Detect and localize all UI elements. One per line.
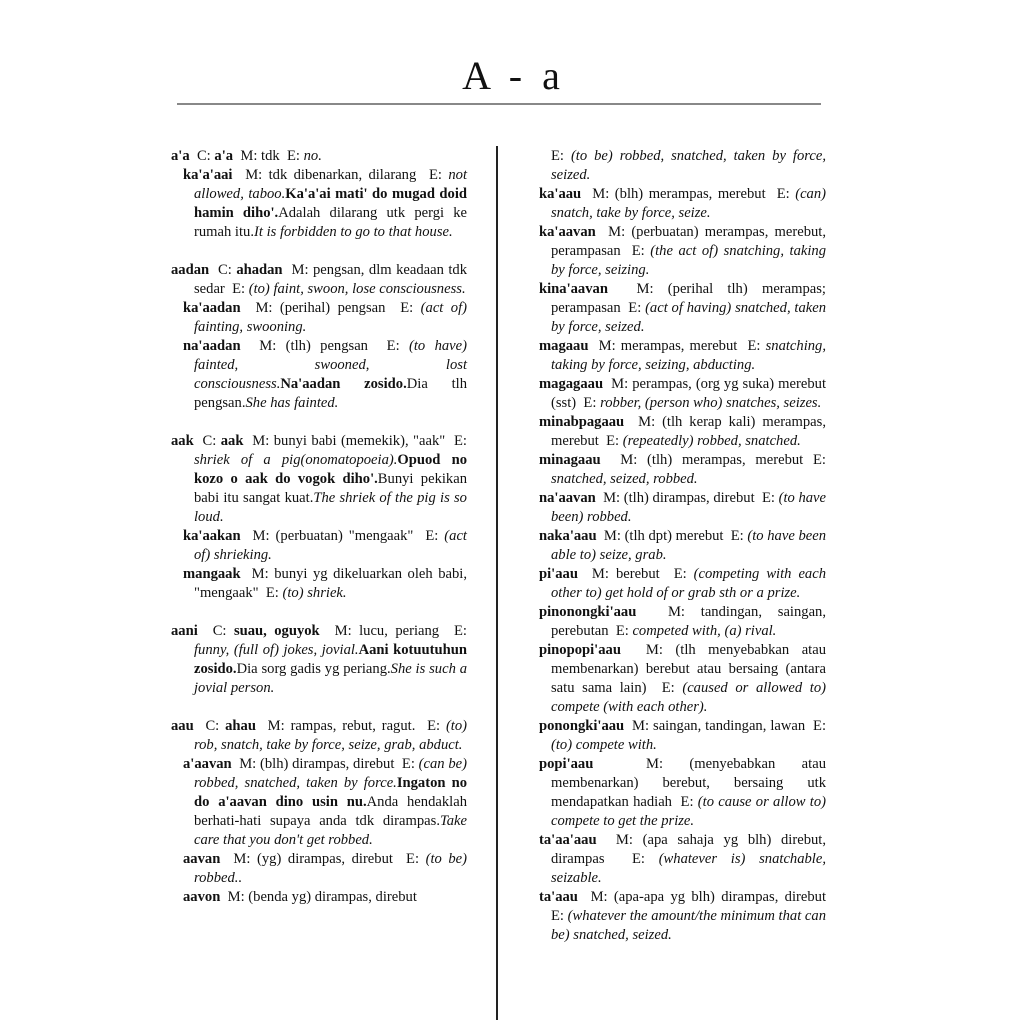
headword: aadan	[171, 262, 210, 278]
dictionary-subentry	[171, 166, 471, 242]
headword: minabpagaau	[539, 414, 625, 430]
dictionary-subentry	[539, 831, 830, 888]
plain-text: M: (perbuatan) merampas, merebut, perampasan E:	[551, 224, 830, 259]
dictionary-subentry	[539, 413, 830, 451]
right-column	[539, 147, 834, 945]
english-gloss: (act of having) snatched, taken by force, seized.	[551, 300, 827, 335]
bold-text: Ka'a'ai mati' do mugad doid hamin diho'.	[194, 186, 468, 221]
plain-text: M: (tlh kerap kali) merampas, merebut E:	[551, 414, 830, 449]
plain-text: M: saingan, tandingan, lawan E:	[624, 718, 830, 734]
headword: ponongki'aau	[539, 718, 625, 734]
plain-text: M: perampas, (org yg suka) merebut (sst) E:	[551, 376, 830, 411]
headword: popi'aau	[539, 756, 594, 772]
english-gloss: (can be) robbed, snatched, taken by force.	[194, 756, 467, 791]
plain-text: M: (perbuatan) "mengaak" E:	[240, 528, 445, 544]
entry-gap	[171, 242, 467, 261]
headword: kina'aavan	[539, 281, 608, 297]
bold-text: suau, oguyok	[233, 623, 320, 639]
english-gloss: She has fainted.	[245, 395, 339, 411]
entry-gap	[171, 603, 467, 622]
dictionary-subentry	[539, 147, 826, 185]
dictionary-subentry	[539, 641, 830, 717]
plain-text: M: (apa sahaja yg blh) direbut, dirampas E:	[551, 832, 830, 867]
headword: pinopopi'aau	[539, 642, 621, 658]
english-gloss: (whatever the amount/the minimum that can be) snatched, seized.	[551, 908, 826, 943]
plain-text: M: bunyi yg dikeluarkan oleh babi, "mengaak" E:	[194, 566, 471, 601]
english-gloss: She is such a jovial person.	[194, 661, 467, 696]
headword: na'aadan	[183, 338, 241, 354]
dictionary-subentry	[539, 223, 830, 280]
title-rule	[177, 103, 821, 105]
plain-text: Anda hendaklah berhati-hati supaya anda tdk dirampas.	[194, 794, 471, 829]
bold-text: Na'aadan zosido.	[280, 376, 407, 392]
english-gloss: (act of) fainting, swooning.	[194, 300, 467, 335]
plain-text: M: (menyebabkan atau membenarkan) berebut, bersaing utk mendapatkan hadiah E:	[551, 756, 830, 810]
dictionary-subentry	[539, 489, 826, 527]
bold-text: a'a	[214, 148, 234, 164]
english-gloss: funny, (full of) jokes, jovial.	[194, 642, 359, 658]
english-gloss: (to have) fainted, swooned, lost consciousness.	[194, 338, 467, 392]
plain-text: M: (benda yg) dirampas, direbut	[220, 889, 417, 905]
english-gloss: shriek of a pig(onomatopoeia).	[194, 452, 398, 468]
dictionary-subentry	[171, 337, 471, 413]
english-gloss: (to have been) robbed.	[551, 490, 826, 525]
headword: naka'aau	[539, 528, 597, 544]
plain-text: M: lucu, periang E:	[319, 623, 471, 639]
dictionary-subentry	[171, 888, 467, 907]
plain-text: Adalah dilarang utk pergi ke rumah itu.	[194, 205, 471, 240]
dictionary-subentry	[171, 565, 471, 603]
dictionary-subentry	[539, 717, 830, 755]
plain-text: M: (tlh) pengsan E:	[240, 338, 410, 354]
plain-text: C:	[189, 148, 215, 164]
english-gloss: (to have been able to) seize, grab.	[551, 528, 826, 563]
headword: ka'aadan	[183, 300, 241, 316]
english-gloss: (to) faint, swoon, lose consciousness.	[248, 281, 466, 297]
dictionary-subentry	[539, 185, 826, 223]
plain-text: Dia tlh pengsan.	[194, 376, 471, 411]
plain-text: M: (tlh) dirampas, direbut E:	[595, 490, 779, 506]
headword: ka'aavan	[539, 224, 596, 240]
left-column	[171, 147, 471, 907]
english-gloss: robber, (person who) snatches, seizes.	[600, 395, 822, 411]
english-gloss: It is forbidden to go to that house.	[254, 224, 453, 240]
plain-text: M: (perihal) pengsan E:	[240, 300, 421, 316]
plain-text: Bunyi pekikan babi itu sangat kuat.	[194, 471, 471, 506]
dictionary-entry	[171, 147, 467, 166]
headword: aavan	[183, 851, 221, 867]
english-gloss: (to be) robbed..	[194, 851, 467, 886]
headword: minagaau	[539, 452, 601, 468]
dictionary-entry	[171, 432, 471, 527]
english-gloss: (to) shriek.	[282, 585, 347, 601]
plain-text: M: (tlh) merampas, merebut E:	[600, 452, 830, 468]
headword: aak	[171, 433, 194, 449]
headword: pinonongki'aau	[539, 604, 637, 620]
dictionary-subentry	[539, 337, 826, 375]
entry-gap	[171, 698, 467, 717]
english-gloss: no.	[303, 148, 322, 164]
dictionary-subentry	[539, 565, 826, 603]
headword: na'aavan	[539, 490, 596, 506]
english-gloss: (the act of) snatching, taking by force, seizing.	[551, 243, 827, 278]
plain-text: M: (perihal tlh) merampas; perampasan E:	[551, 281, 830, 316]
dictionary-subentry	[539, 375, 830, 413]
headword: aavon	[183, 889, 221, 905]
headword: aani	[171, 623, 198, 639]
dictionary-subentry	[539, 451, 830, 489]
bold-text: ahau	[225, 718, 256, 734]
headword: ka'a'aai	[183, 167, 233, 183]
bold-text: Aani kotuutuhun zosido.	[194, 642, 467, 677]
dictionary-subentry	[539, 280, 830, 337]
plain-text: M: tandingan, saingan, perebutan E:	[551, 604, 830, 639]
plain-text: C:	[193, 433, 221, 449]
plain-text: E:	[551, 148, 571, 164]
english-gloss: (competing with each other to) get hold of or grab sth or a prize.	[551, 566, 826, 601]
bold-text: ahadan	[236, 262, 283, 278]
dictionary-entry	[171, 261, 471, 299]
english-gloss: (act of) shrieking.	[194, 528, 467, 563]
dictionary-subentry	[171, 850, 467, 888]
headword: pi'aau	[539, 566, 578, 582]
plain-text: M: (apa-apa yg blh) dirampas, direbut E:	[551, 889, 834, 924]
plain-text: M: bunyi babi (memekik), "aak" E:	[243, 433, 471, 449]
headword: mangaak	[183, 566, 241, 582]
plain-text: C:	[209, 262, 237, 278]
dictionary-subentry	[539, 603, 830, 641]
plain-text: M: tdk E:	[233, 148, 304, 164]
plain-text: M: (blh) merampas, merebut E:	[581, 186, 796, 202]
entry-gap	[171, 413, 467, 432]
dictionary-subentry	[539, 755, 830, 831]
english-gloss: The shriek of the pig is so loud.	[194, 490, 467, 525]
dictionary-entry	[171, 717, 467, 755]
headword: ta'aa'aau	[539, 832, 597, 848]
page-title: A - a	[462, 53, 562, 98]
english-gloss: snatching, taking by force, seizing, abducting.	[551, 338, 826, 373]
headword: ka'aau	[539, 186, 582, 202]
plain-text: M: rampas, rebut, ragut. E:	[255, 718, 446, 734]
dictionary-subentry	[171, 755, 471, 850]
headword: magagaau	[539, 376, 604, 392]
english-gloss: (to be) robbed, snatched, taken by force, seized.	[551, 148, 826, 183]
plain-text: M: merampas, merebut E:	[588, 338, 766, 354]
english-gloss: (caused or allowed to) compete (with each other).	[551, 680, 827, 715]
plain-text: M: (tlh menyebabkan atau membenarkan) berebut atau bersaing (antara satu sama lain) E:	[551, 642, 830, 696]
plain-text: M: tdk dibenarkan, dilarang E:	[232, 167, 449, 183]
dictionary-subentry	[171, 527, 467, 565]
bold-text: Ingaton no do a'aavan dino usin nu.	[194, 775, 467, 810]
dictionary-subentry	[171, 299, 467, 337]
bold-text: Opuod no kozo o aak do vogok diho'.	[194, 452, 468, 487]
plain-text: C:	[193, 718, 226, 734]
headword: a'a	[171, 148, 190, 164]
headword: aau	[171, 718, 194, 734]
dictionary-entry	[171, 622, 471, 698]
plain-text: M: (blh) dirampas, direbut E:	[231, 756, 419, 772]
english-gloss: (can) snatch, take by force, seize.	[551, 186, 826, 221]
english-gloss: not allowed, taboo.	[194, 167, 467, 202]
english-gloss: (whatever is) snatchable, seizable.	[551, 851, 826, 886]
english-gloss: competed with, (a) rival.	[632, 623, 777, 639]
bold-text: aak	[220, 433, 244, 449]
column-divider	[496, 146, 498, 1020]
english-gloss: (repeatedly) robbed, snatched.	[622, 433, 801, 449]
plain-text: M: (yg) dirampas, direbut E:	[220, 851, 426, 867]
headword: ta'aau	[539, 889, 578, 905]
english-gloss: Take care that you don't get robbed.	[194, 813, 467, 848]
english-gloss: (to cause or allow to) compete to get the prize.	[551, 794, 826, 829]
headword: ka'aakan	[183, 528, 241, 544]
plain-text: M: pengsan, dlm keadaan tdk sedar E:	[194, 262, 471, 297]
plain-text: M: berebut E:	[577, 566, 694, 582]
headword: a'aavan	[183, 756, 232, 772]
english-gloss: (to) compete with.	[551, 737, 657, 753]
plain-text: C:	[197, 623, 234, 639]
plain-text: Dia sorg gadis yg periang.	[236, 661, 391, 677]
english-gloss: (to) rob, snatch, take by force, seize, grab, abduct.	[194, 718, 468, 753]
plain-text: M: (tlh dpt) merebut E:	[596, 528, 748, 544]
dictionary-subentry	[539, 527, 826, 565]
headword: magaau	[539, 338, 589, 354]
dictionary-subentry	[539, 888, 834, 945]
english-gloss: snatched, seized, robbed.	[551, 471, 698, 487]
